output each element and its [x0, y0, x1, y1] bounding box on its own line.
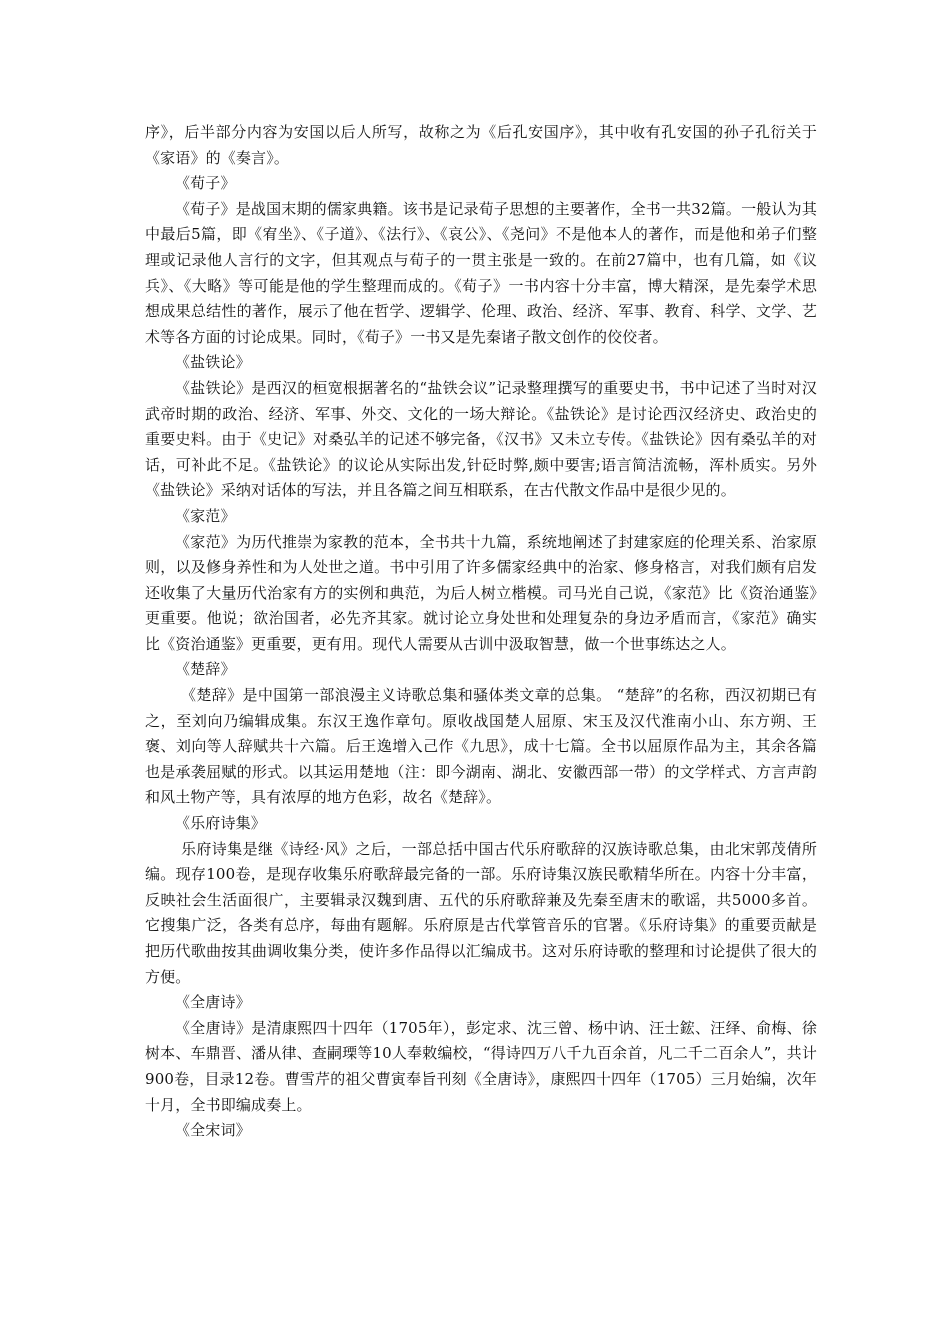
continuation-paragraph: 序》，后半部分内容为安国以后人所写，故称之为《后孔安国序》，其中收有孔安国的孙子孔衍关于《家语》的《奏言》。	[145, 123, 817, 167]
section-body-xunzi: 《荀子》是战国末期的儒家典籍。该书是记录荀子思想的主要著作，全书一共32篇。一般认为其中最后5篇，即《宥坐》、《子道》、《法行》、《哀公》、《尧问》不是他本人的著作，而是他和弟子们整理或记录他人言行的文字，但其观点与荀子的一贯主张是一致的。在前27篇中，也有几篇，如《议兵》、《大略》等可能是他的学生整理而成的。《荀子》一书内容十分丰富，博大精深，是先秦学术思想成果总结性的著作，展示了他在哲学、逻辑学、伦理、政治、经济、军事、教育、科学、文学、艺术等各方面的讨论成果。同时，《荀子》一书又是先秦诸子散文创作的佼佼者。	[145, 199, 817, 346]
section-heading-yuefu: 《乐府诗集》	[175, 814, 266, 833]
section-heading-xunzi: 《荀子》	[175, 174, 236, 193]
section-body-yantielun: 《盐铁论》是西汉的桓宽根据著名的“盐铁会议”记录整理撰写的重要史书，书中记述了当时对汉武帝时期的政治、经济、军事、外交、文化的一场大辩论。《盐铁论》是讨论西汉经济史、政治史的重要史料。由于《史记》对桑弘羊的记述不够完备，《汉书》又未立专传。《盐铁论》因有桑弘羊的对话，可补此不足。《盐铁论》的议论从实际出发,针砭时弊,颇中要害;语言简洁流畅，浑朴质实。另外《盐铁论》采纳对话体的写法，并且各篇之间互相联系，在古代散文作品中是很少见的。	[145, 378, 817, 500]
section-heading-jiafan: 《家范》	[175, 506, 236, 525]
section-heading-quansongci: 《全宋词》	[175, 1121, 251, 1140]
document-page	[145, 120, 817, 1144]
section-body-yuefu: 乐府诗集是继《诗经·风》之后，一部总括中国古代乐府歌辞的汉族诗歌总集，由北宋郭茂倩所编。现存100卷，是现存收集乐府歌辞最完备的一部。乐府诗集汉族民歌精华所在。内容十分丰富，反映社会生活面很广，主要辑录汉魏到唐、五代的乐府歌辞兼及先秦至唐末的歌谣，共5000多首。它搜集广泛，各类有总序，每曲有题解。乐府原是古代掌管音乐的官署。《乐府诗集》的重要贡献是把历代歌曲按其曲调收集分类，使许多作品得以汇编成书。这对乐府诗歌的整理和讨论提供了很大的方便。	[145, 839, 817, 986]
section-body-chuci: 《楚辞》是中国第一部浪漫主义诗歌总集和骚体类文章的总集。 “楚辞”的名称，西汉初期已有之，至刘向乃编辑成集。东汉王逸作章句。原收战国楚人屈原、宋玉及汉代淮南小山、东方朔、王褒、刘向等人辞赋共十六篇。后王逸增入己作《九思》，成十七篇。全书以屈原作品为主，其余各篇也是承袭屈赋的形式。以其运用楚地（注：即今湖南、湖北、安徽西部一带）的文学样式、方言声韵和风土物产等，具有浓厚的地方色彩，故名《楚辞》。	[145, 686, 817, 807]
section-body-quantangshi: 《全唐诗》是清康熙四十四年（1705年），彭定求、沈三曾、杨中讷、汪士鋐、汪绎、俞梅、徐树本、车鼎晋、潘从律、查嗣瑮等10人奉敕编校，“得诗四万八千九百余首，凡二千二百余人”，共计900卷，目录12卷。曹雪芹的祖父曹寅奉旨刊刻《全唐诗》，康熙四十四年（1705）三月始编，次年十月，全书即编成奏上。	[145, 1018, 817, 1114]
section-body-jiafan: 《家范》为历代推崇为家教的范本，全书共十九篇，系统地阐述了封建家庭的伦理关系、治家原则，以及修身养性和为人处世之道。书中引用了许多儒家经典中的治家、修身格言，对我们颇有启发还收集了大量历代治家有方的实例和典范，为后人树立楷模。司马光自己说，《家范》比《资治通鉴》更重要。他说；欲治国者，必先齐其家。就讨论立身处世和处理复杂的身边矛盾而言，《家范》确实比《资治通鉴》更重要，更有用。现代人需要从古训中汲取智慧，做一个世事练达之人。	[145, 532, 817, 653]
section-heading-quantangshi: 《全唐诗》	[175, 993, 251, 1012]
section-heading-yantielun: 《盐铁论》	[175, 353, 251, 372]
section-heading-chuci: 《楚辞》	[175, 660, 236, 679]
